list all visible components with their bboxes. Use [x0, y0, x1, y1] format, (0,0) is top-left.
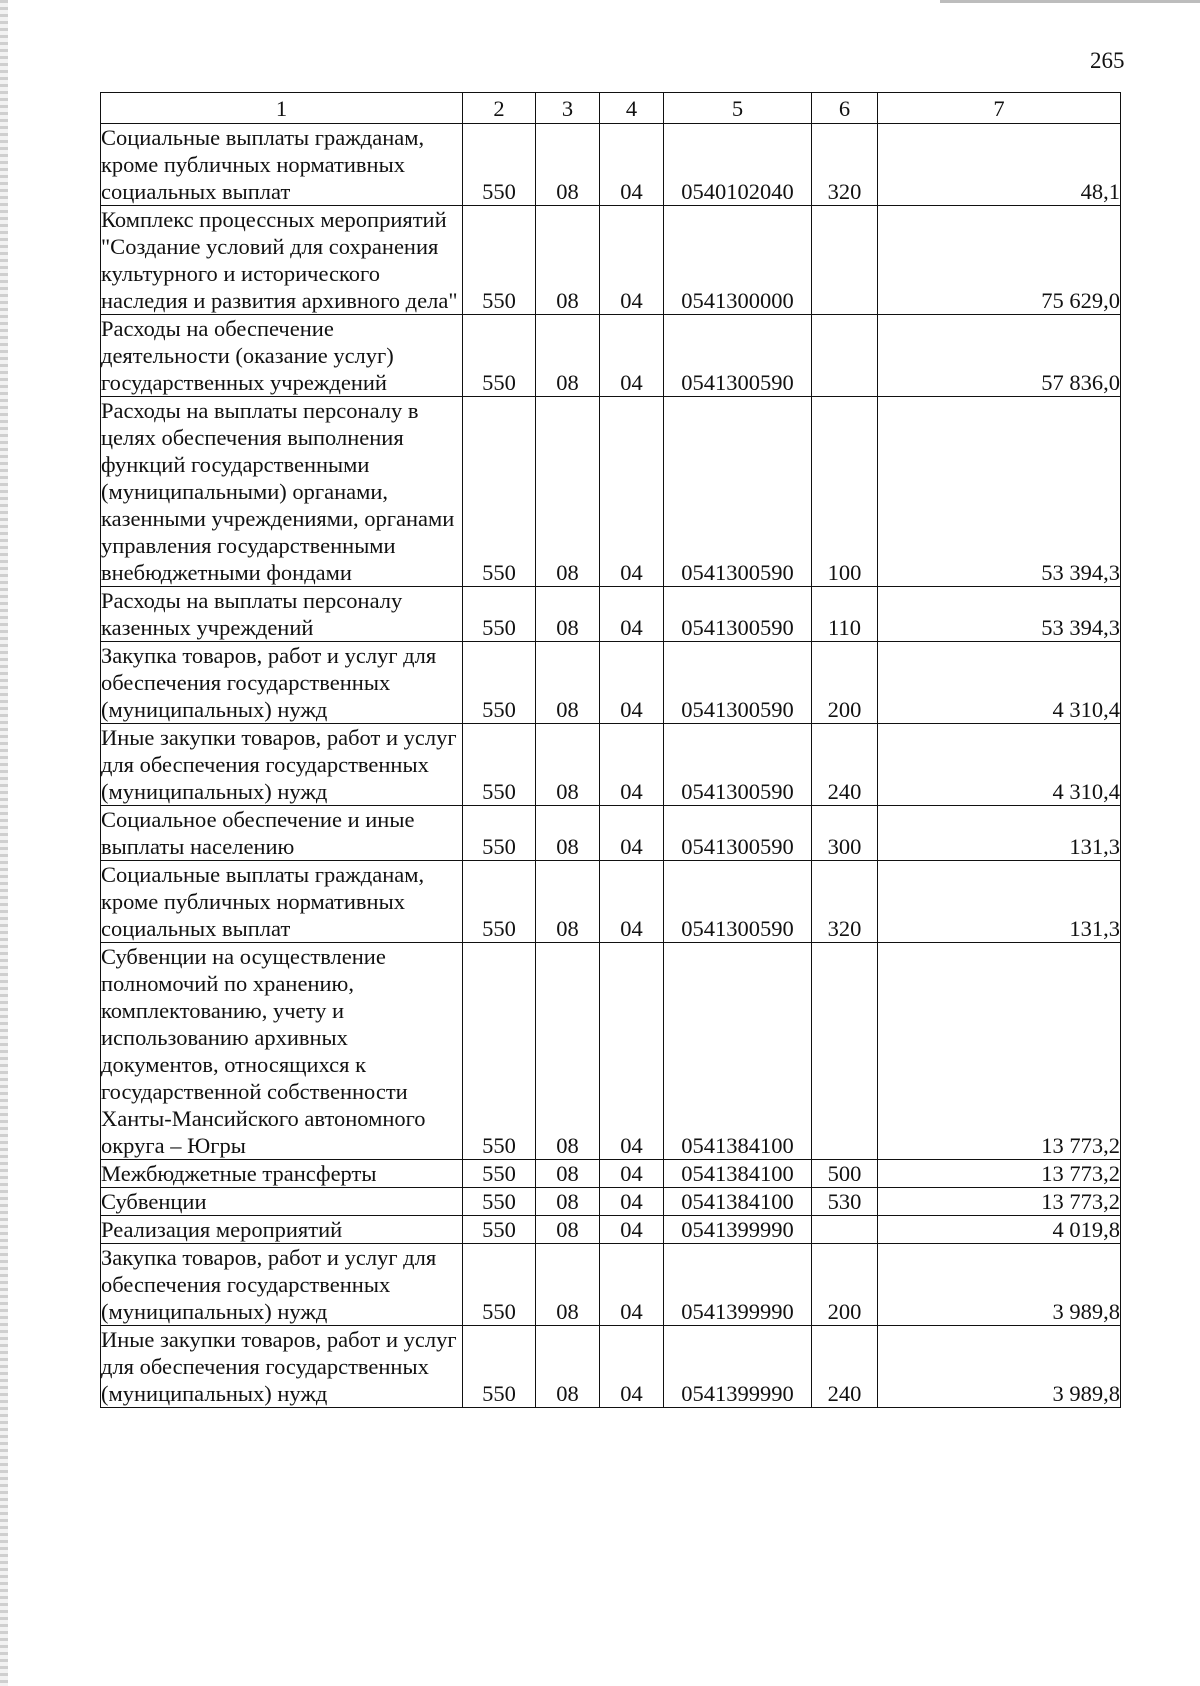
- subsection-code-cell: 04: [600, 1160, 664, 1188]
- amount-cell: 13 773,2: [878, 1160, 1121, 1188]
- target-article-code-cell: 0541300590: [664, 587, 812, 642]
- amount-cell: 4 310,4: [878, 642, 1121, 724]
- subsection-code-cell: 04: [600, 642, 664, 724]
- amount-cell: 53 394,3: [878, 587, 1121, 642]
- target-article-code-cell: 0541300590: [664, 861, 812, 943]
- target-article-code-cell: 0541300590: [664, 315, 812, 397]
- item-name-cell: Закупка товаров, работ и услуг для обеспечения государственных (муниципальных) нужд: [101, 642, 463, 724]
- subsection-code-cell: 04: [600, 1216, 664, 1244]
- ministry-code-cell: 550: [463, 861, 536, 943]
- item-name-cell: Закупка товаров, работ и услуг для обеспечения государственных (муниципальных) нужд: [101, 1244, 463, 1326]
- item-name-cell: Субвенции на осуществление полномочий по хранению, комплектованию, учету и использованию архивных документов, относящихся к государственной собственности Ханты-Мансийского автономного округа – Югры: [101, 943, 463, 1160]
- subsection-code-cell: 04: [600, 587, 664, 642]
- header-col-1: 1: [101, 93, 463, 124]
- table-row: [101, 315, 1121, 397]
- item-name-cell: Социальное обеспечение и иные выплаты населению: [101, 806, 463, 861]
- item-name-cell: Расходы на выплаты персоналу казенных учреждений: [101, 587, 463, 642]
- header-row: [101, 93, 1121, 124]
- section-code-cell: 08: [536, 587, 600, 642]
- amount-cell: 48,1: [878, 124, 1121, 206]
- subsection-code-cell: 04: [600, 943, 664, 1160]
- header-col-3: 3: [536, 93, 600, 124]
- expense-type-code-cell: [812, 315, 878, 397]
- ministry-code-cell: 550: [463, 397, 536, 587]
- item-name-cell: Расходы на обеспечение деятельности (оказание услуг) государственных учреждений: [101, 315, 463, 397]
- target-article-code-cell: 0541399990: [664, 1326, 812, 1408]
- item-name-cell: Межбюджетные трансферты: [101, 1160, 463, 1188]
- target-article-code-cell: 0541300590: [664, 724, 812, 806]
- header-col-2: 2: [463, 93, 536, 124]
- section-code-cell: 08: [536, 943, 600, 1160]
- amount-cell: 4 310,4: [878, 724, 1121, 806]
- section-code-cell: 08: [536, 724, 600, 806]
- table-row: [101, 806, 1121, 861]
- table-header: [101, 93, 1121, 124]
- expense-type-code-cell: 240: [812, 1326, 878, 1408]
- budget-table: [100, 92, 1121, 1408]
- section-code-cell: 08: [536, 315, 600, 397]
- table-row: [101, 642, 1121, 724]
- subsection-code-cell: 04: [600, 1188, 664, 1216]
- expense-type-code-cell: [812, 206, 878, 315]
- subsection-code-cell: 04: [600, 1326, 664, 1408]
- ministry-code-cell: 550: [463, 1244, 536, 1326]
- section-code-cell: 08: [536, 1326, 600, 1408]
- section-code-cell: 08: [536, 206, 600, 315]
- table-row: [101, 1216, 1121, 1244]
- item-name-cell: Иные закупки товаров, работ и услуг для обеспечения государственных (муниципальных) нужд: [101, 1326, 463, 1408]
- expense-type-code-cell: 110: [812, 587, 878, 642]
- table-row: [101, 1244, 1121, 1326]
- target-article-code-cell: 0540102040: [664, 124, 812, 206]
- expense-type-code-cell: 300: [812, 806, 878, 861]
- target-article-code-cell: 0541384100: [664, 943, 812, 1160]
- ministry-code-cell: 550: [463, 943, 536, 1160]
- item-name-cell: Субвенции: [101, 1188, 463, 1216]
- table-row: [101, 943, 1121, 1160]
- amount-cell: 75 629,0: [878, 206, 1121, 315]
- amount-cell: 3 989,8: [878, 1326, 1121, 1408]
- header-col-4: 4: [600, 93, 664, 124]
- header-col-5: 5: [664, 93, 812, 124]
- expense-type-code-cell: 320: [812, 861, 878, 943]
- expense-type-code-cell: 200: [812, 642, 878, 724]
- table-row: [101, 587, 1121, 642]
- table-row: [101, 124, 1121, 206]
- table-body: [101, 124, 1121, 1408]
- amount-cell: 131,3: [878, 861, 1121, 943]
- expense-type-code-cell: 320: [812, 124, 878, 206]
- subsection-code-cell: 04: [600, 724, 664, 806]
- subsection-code-cell: 04: [600, 1244, 664, 1326]
- subsection-code-cell: 04: [600, 861, 664, 943]
- amount-cell: 13 773,2: [878, 1188, 1121, 1216]
- amount-cell: 57 836,0: [878, 315, 1121, 397]
- item-name-cell: Социальные выплаты гражданам, кроме публичных нормативных социальных выплат: [101, 861, 463, 943]
- target-article-code-cell: 0541399990: [664, 1244, 812, 1326]
- section-code-cell: 08: [536, 642, 600, 724]
- amount-cell: 131,3: [878, 806, 1121, 861]
- section-code-cell: 08: [536, 1188, 600, 1216]
- table-row: [101, 1326, 1121, 1408]
- table-row: [101, 1160, 1121, 1188]
- subsection-code-cell: 04: [600, 397, 664, 587]
- ministry-code-cell: 550: [463, 1160, 536, 1188]
- table-row: [101, 724, 1121, 806]
- section-code-cell: 08: [536, 1244, 600, 1326]
- header-col-6: 6: [812, 93, 878, 124]
- item-name-cell: Комплекс процессных мероприятий "Создание условий для сохранения культурного и исторического наследия и развития архивного дела": [101, 206, 463, 315]
- target-article-code-cell: 0541384100: [664, 1160, 812, 1188]
- expense-type-code-cell: [812, 943, 878, 1160]
- section-code-cell: 08: [536, 861, 600, 943]
- ministry-code-cell: 550: [463, 806, 536, 861]
- section-code-cell: 08: [536, 1160, 600, 1188]
- subsection-code-cell: 04: [600, 206, 664, 315]
- ministry-code-cell: 550: [463, 1188, 536, 1216]
- table-row: [101, 1188, 1121, 1216]
- ministry-code-cell: 550: [463, 587, 536, 642]
- ministry-code-cell: 550: [463, 1216, 536, 1244]
- expense-type-code-cell: [812, 1216, 878, 1244]
- expense-type-code-cell: 100: [812, 397, 878, 587]
- target-article-code-cell: 0541384100: [664, 1188, 812, 1216]
- target-article-code-cell: 0541300590: [664, 806, 812, 861]
- ministry-code-cell: 550: [463, 315, 536, 397]
- ministry-code-cell: 550: [463, 1326, 536, 1408]
- amount-cell: 3 989,8: [878, 1244, 1121, 1326]
- expense-type-code-cell: 530: [812, 1188, 878, 1216]
- item-name-cell: Иные закупки товаров, работ и услуг для обеспечения государственных (муниципальных) нужд: [101, 724, 463, 806]
- target-article-code-cell: 0541399990: [664, 1216, 812, 1244]
- section-code-cell: 08: [536, 124, 600, 206]
- page-number: 265: [1090, 48, 1125, 73]
- scan-edge-top: [940, 0, 1200, 3]
- table-row: [101, 861, 1121, 943]
- ministry-code-cell: 550: [463, 206, 536, 315]
- target-article-code-cell: 0541300000: [664, 206, 812, 315]
- ministry-code-cell: 550: [463, 724, 536, 806]
- expense-type-code-cell: 240: [812, 724, 878, 806]
- section-code-cell: 08: [536, 397, 600, 587]
- table-row: [101, 397, 1121, 587]
- scan-edge-left: [0, 0, 8, 1686]
- subsection-code-cell: 04: [600, 806, 664, 861]
- item-name-cell: Социальные выплаты гражданам, кроме публичных нормативных социальных выплат: [101, 124, 463, 206]
- section-code-cell: 08: [536, 1216, 600, 1244]
- amount-cell: 53 394,3: [878, 397, 1121, 587]
- table-row: [101, 206, 1121, 315]
- ministry-code-cell: 550: [463, 124, 536, 206]
- subsection-code-cell: 04: [600, 124, 664, 206]
- target-article-code-cell: 0541300590: [664, 397, 812, 587]
- amount-cell: 4 019,8: [878, 1216, 1121, 1244]
- ministry-code-cell: 550: [463, 642, 536, 724]
- header-col-7: 7: [878, 93, 1121, 124]
- item-name-cell: Реализация мероприятий: [101, 1216, 463, 1244]
- target-article-code-cell: 0541300590: [664, 642, 812, 724]
- amount-cell: 13 773,2: [878, 943, 1121, 1160]
- expense-type-code-cell: 500: [812, 1160, 878, 1188]
- expense-type-code-cell: 200: [812, 1244, 878, 1326]
- item-name-cell: Расходы на выплаты персоналу в целях обеспечения выполнения функций государственными (муниципальными) органами, казенными учреждениями, органами управления государственными внебюджетными фондами: [101, 397, 463, 587]
- section-code-cell: 08: [536, 806, 600, 861]
- subsection-code-cell: 04: [600, 315, 664, 397]
